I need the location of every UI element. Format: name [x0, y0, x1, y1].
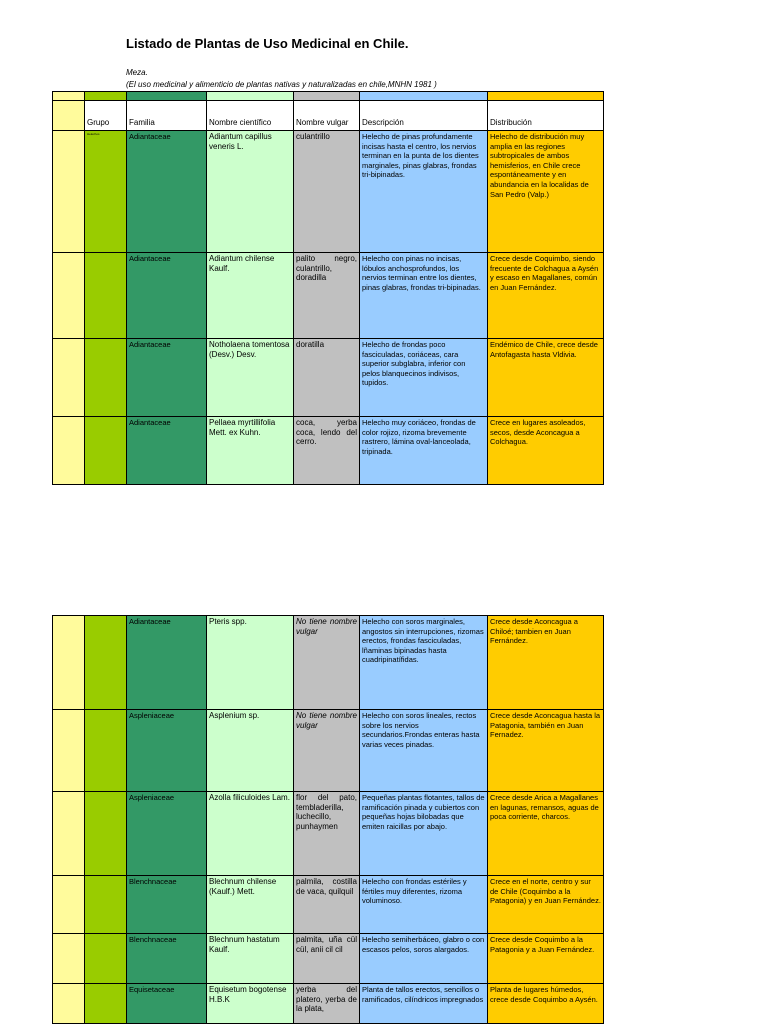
cell-cientifico: Adiantum chilense Kaulf. — [207, 253, 294, 339]
page-title: Listado de Plantas de Uso Medicinal en Chile. — [126, 36, 409, 51]
source-citation: (El uso medicinal y alimenticio de plantas nativas y naturalizadas en chile,MNHN 1981 ) — [126, 80, 437, 89]
cell-distribucion: Helecho de distribución muy amplia en las regiones subtropicales de ambos hemisferios, en Chile crece espontáneamente y en abundancia en la localidas de San Pedro (Valp.) — [488, 131, 604, 253]
cell-cientifico: Pellaea myrtillifolia Mett. ex Kuhn. — [207, 417, 294, 485]
cell-vulgar: culantrillo — [294, 131, 360, 253]
cell-distribucion: Planta de lugares húmedos, crece desde Coquimbo a Aysén. — [488, 984, 604, 1024]
cell-descripcion: Helecho con soros marginales, angostos sin interrupciones, rizomas erectos, frondas fasciculadas, lñaminas bipinadas hasta cuadripinatífidas. — [360, 616, 488, 710]
cell-cientifico: Azolla filiculoides Lam. — [207, 792, 294, 876]
cell-cientifico: Adiantum capillus veneris L. — [207, 131, 294, 253]
cell-vulgar: No tiene nombre vulgar — [294, 616, 360, 710]
cell-familia: Aspleniaceae — [127, 792, 207, 876]
table-row — [53, 131, 604, 253]
cell-vulgar: palito negro, culantrillo, doradilla — [294, 253, 360, 339]
header-vulgar: Nombre vulgar — [294, 101, 360, 131]
cell-cientifico: Blechnum chilense (Kaulf.) Mett. — [207, 876, 294, 934]
cell-familia: Equisetaceae — [127, 984, 207, 1024]
header-familia: Familia — [127, 101, 207, 131]
table-row — [53, 710, 604, 792]
cell-vulgar: No tiene nombre vulgar — [294, 710, 360, 792]
cell-descripcion: Pequeñas plantas flotantes, tallos de ramificación pinada y cubiertos con pequeñas hojas bilobadas que emiten raicillas por abajo. — [360, 792, 488, 876]
header-distribucion: Distribución — [488, 101, 604, 131]
header-cientifico: Nombre científico — [207, 101, 294, 131]
cell-cientifico: Blechnum hastatum Kaulf. — [207, 934, 294, 984]
cell-vulgar: yerba del platero, yerba de la plata, — [294, 984, 360, 1024]
cell-descripcion: Helecho muy coriáceo, frondas de color rojizo, rizoma brevemente rastrero, lámina oval-lanceolada, tripinada. — [360, 417, 488, 485]
cell-descripcion: Helecho semiherbáceo, glabro o con escasos pelos, soros alargados. — [360, 934, 488, 984]
cell-familia: Blenchnaceae — [127, 934, 207, 984]
cell-familia: Adiantaceae — [127, 253, 207, 339]
table-row — [53, 984, 604, 1024]
cell-cientifico: Equisetum bogotense H.B.K — [207, 984, 294, 1024]
cell-descripcion: Helecho de pinas profundamente incisas hasta el centro, los nervios terminan en la punta de los dientes marginales, pinas glabras, frondas tri-bipinadas. — [360, 131, 488, 253]
cell-familia: Adiantaceae — [127, 616, 207, 710]
cell-descripcion: Helecho de frondas poco fasciculadas, coriáceas, cara superior subglabra, inferior con pelos blanquecinos indivisos, tupidos. — [360, 339, 488, 417]
author-line: Meza. — [126, 68, 148, 77]
cell-distribucion: Crece desde Aconcagua hasta la Patagonia, también en Juan Fernadez. — [488, 710, 604, 792]
plants-table-1 — [52, 91, 604, 485]
cell-descripcion: Helecho con frondas estériles y fértiles muy diferentes, rizoma voluminoso. — [360, 876, 488, 934]
cell-distribucion: Crece en el norte, centro y sur de Chile (Coquimbo a la Patagonia) y en Juan Fernández. — [488, 876, 604, 934]
cell-vulgar: flor del pato, tembladerilla, luchecillo, punhaymen — [294, 792, 360, 876]
cell-familia: Adiantaceae — [127, 131, 207, 253]
header-descripcion: Descripción — [360, 101, 488, 131]
table-row — [53, 253, 604, 339]
cell-distribucion: Crece desde Coquimbo a la Patagonia y a Juan Fernández. — [488, 934, 604, 984]
cell-distribucion: Crece en lugares asoleados, secos, desde Aconcagua a Colchagua. — [488, 417, 604, 485]
table-row — [53, 417, 604, 485]
table-header-row — [53, 101, 604, 131]
table-row — [53, 934, 604, 984]
table-row — [53, 792, 604, 876]
cell-distribucion: Endémico de Chile, crece desde Antofagasta hasta Vldivia. — [488, 339, 604, 417]
cell-vulgar: palmila, costilla de vaca, quilquil — [294, 876, 360, 934]
plants-table-2 — [52, 615, 604, 1024]
cell-vulgar: doratilla — [294, 339, 360, 417]
cell-distribucion: Crece desde Aconcagua a Chiloé; tambien en Juan Fernández. — [488, 616, 604, 710]
cell-familia: Adiantaceae — [127, 417, 207, 485]
cell-cientifico: Notholaena tomentosa (Desv.) Desv. — [207, 339, 294, 417]
table-row — [53, 339, 604, 417]
color-strip-row — [53, 92, 604, 101]
cell-familia: Adiantaceae — [127, 339, 207, 417]
cell-cientifico: Asplenium sp. — [207, 710, 294, 792]
cell-cientifico: Pteris spp. — [207, 616, 294, 710]
cell-distribucion: Crece desde Coquimbo, siendo frecuente de Colchagua a Aysén y escaso en Magallanes, común en Juan Fernández. — [488, 253, 604, 339]
table-row — [53, 616, 604, 710]
cell-descripcion: Planta de tallos erectos, sencillos o ramificados, cilíndricos impregnados — [360, 984, 488, 1024]
cell-descripcion: Helecho con soros lineales, rectos sobre los nervios secundarios.Frondas enteras hasta varias veces pinadas. — [360, 710, 488, 792]
cell-vulgar: palmita, uña cül cül, anii cil cil — [294, 934, 360, 984]
cell-vulgar: coca, yerba coca, lendo del cerro. — [294, 417, 360, 485]
grupo-tag: Helechos — [85, 131, 127, 253]
cell-familia: Blenchnaceae — [127, 876, 207, 934]
table-row — [53, 876, 604, 934]
header-grupo: Grupo — [85, 101, 127, 131]
cell-distribucion: Crece desde Arica a Magallanes en lagunas, remansos, aguas de poca corriente, charcos. — [488, 792, 604, 876]
cell-familia: Aspleniaceae — [127, 710, 207, 792]
cell-descripcion: Helecho con pinas no incisas, lóbulos anchosprofundos, los nervios terminan entre los dientes, pinas glabras, frondas tri-bipinadas. — [360, 253, 488, 339]
